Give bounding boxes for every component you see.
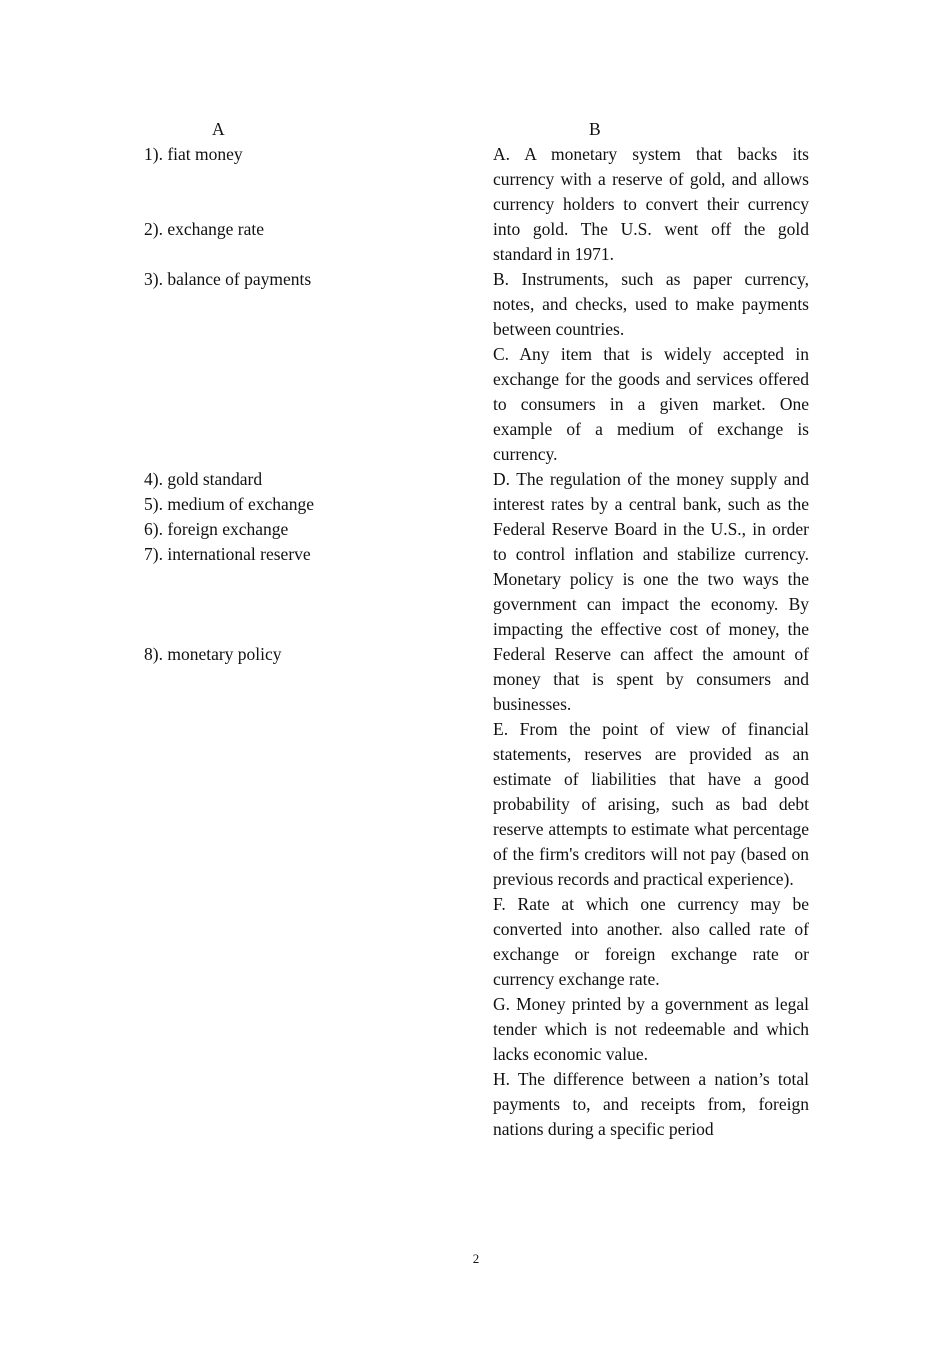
term-item: 4). gold standard	[144, 469, 263, 489]
definition-item: A. A monetary system that backs its currency with a reserve of gold, and allows currency holders to convert their currency into gold. The U.S. went off the gold standard in 1971.	[493, 144, 809, 264]
definition-item: F. Rate at which one currency may be converted into another. also called rate of exchange or foreign exchange rate or currency exchange rate.	[493, 894, 809, 989]
definitions-column	[493, 142, 809, 1142]
definition-item: C. Any item that is widely accepted in exchange for the goods and services offered to consumers in a given market. One example of a medium of exchange is currency.	[493, 344, 809, 464]
term-item: 7). international reserve	[144, 544, 311, 564]
term-item: 8). monetary policy	[144, 644, 282, 664]
definition-item: B. Instruments, such as paper currency, notes, and checks, used to make payments between countries.	[493, 269, 809, 339]
definition-item: E. From the point of view of financial statements, reserves are provided as an estimate of liabilities that have a good probability of arising, such as bad debt reserve attempts to estimate what percentage of the firm's creditors will not pay (based on previous records and practical experience).	[493, 719, 809, 889]
page-number: 2	[472, 1251, 480, 1266]
column-b-header: B	[589, 119, 601, 139]
definition-item: D. The regulation of the money supply and interest rates by a central bank, such as the Federal Reserve Board in the U.S., in order to control inflation and stabilize currency. Monetary policy is one the two ways the government can impact the economy. By impacting the effective cost of money, the Federal Reserve can affect the amount of money that is spent by consumers and businesses.	[493, 469, 809, 714]
term-item: 3). balance of payments	[144, 269, 312, 289]
term-item: 6). foreign exchange	[144, 519, 289, 539]
term-item: 2). exchange rate	[144, 219, 264, 239]
definition-item: G. Money printed by a government as legal tender which is not redeemable and which lacks economic value.	[493, 994, 809, 1064]
column-a-header: A	[212, 119, 225, 139]
term-item: 5). medium of exchange	[144, 494, 315, 514]
term-item: 1). fiat money	[144, 144, 243, 164]
definition-item: H. The difference between a nation’s total payments to, and receipts from, foreign nations during a specific period	[493, 1069, 809, 1139]
